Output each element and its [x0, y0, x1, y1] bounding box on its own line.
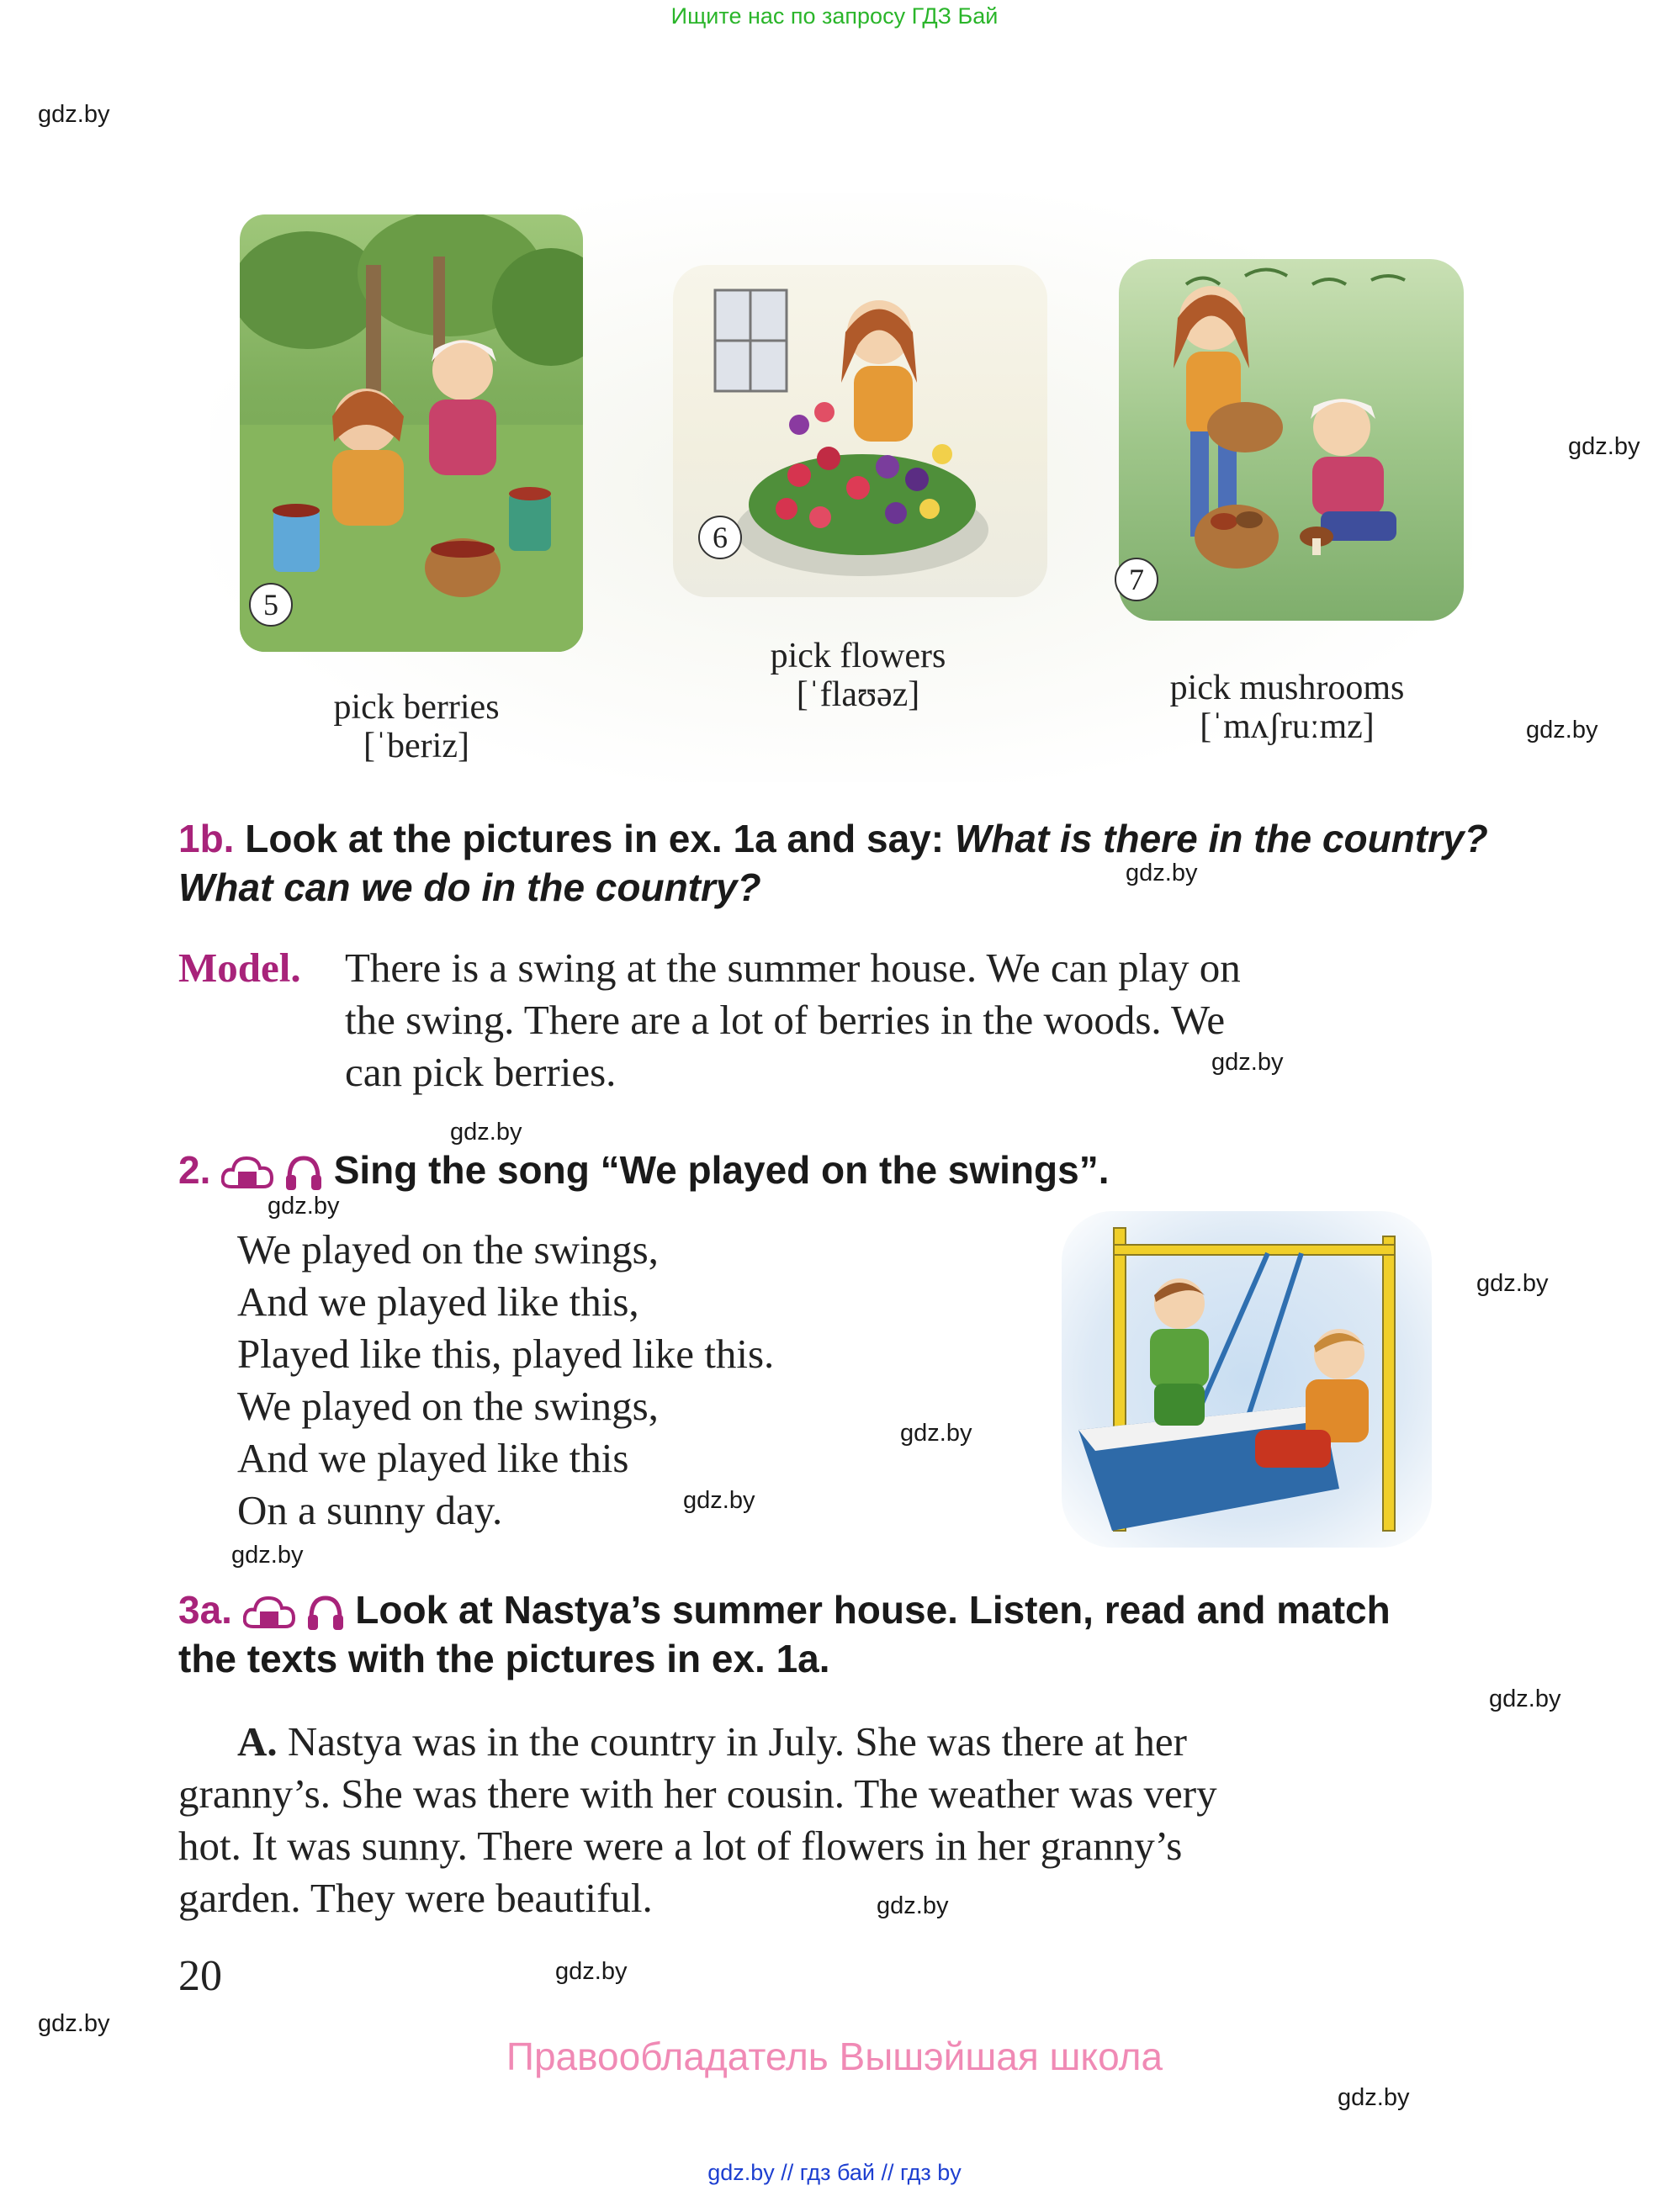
model-text — [345, 942, 1514, 1098]
illustration-pick-berries — [240, 214, 583, 652]
watermark: gdz.by — [877, 1892, 949, 1919]
task-1b-question-2: What can we do in the country? — [178, 865, 761, 909]
song-line: And we played like this — [237, 1435, 629, 1481]
caption-pick-mushrooms — [1119, 669, 1455, 746]
task-3a-text-2: the texts with the pictures in ex. 1a. — [178, 1637, 830, 1680]
task-number-3a: 3a. — [178, 1588, 232, 1632]
song-line: We played on the swings, — [237, 1383, 659, 1429]
watermark: gdz.by — [1126, 860, 1198, 886]
task-number-2: 2. — [178, 1148, 211, 1192]
task-1b-text: Look at the pictures in ex. 1a and say: — [245, 817, 945, 860]
text-a-line-2: granny’s. She was there with her cousin. The weather was very — [178, 1770, 1217, 1817]
song-line: We played on the swings, — [237, 1226, 659, 1273]
top-banner[interactable]: Ищите нас по запросу ГДЗ Бай — [670, 3, 999, 29]
caption-pick-flowers — [715, 637, 1001, 714]
watermark: gdz.by — [231, 1542, 304, 1569]
model-line-1: There is a swing at the summer house. We can play on — [345, 945, 1241, 991]
watermark: gdz.by — [38, 101, 110, 128]
phrase-pick-berries: pick berries — [333, 688, 500, 727]
picture-number-7: 7 — [1115, 558, 1158, 601]
watermark: gdz.by — [1526, 717, 1598, 744]
footer-links[interactable]: gdz.by // гдз бай // гдз by — [707, 2160, 962, 2185]
watermark: gdz.by — [1489, 1685, 1561, 1712]
song-lyrics — [237, 1224, 994, 1537]
watermark: gdz.by — [450, 1119, 522, 1146]
task-2 — [178, 1146, 1524, 1194]
song-line: On a sunny day. — [237, 1487, 503, 1533]
text-a-label: A. — [237, 1718, 278, 1765]
text-a-line-1: A. Nastya was in the country in July. She was there at her — [237, 1718, 1187, 1765]
watermark: gdz.by — [1476, 1270, 1549, 1297]
watermark: gdz.by — [38, 2010, 110, 2037]
task-3a-text-1: Look at Nastya’s summer house. Listen, read and match — [355, 1588, 1391, 1632]
caption-pick-berries — [278, 688, 555, 765]
watermark: gdz.by — [900, 1420, 972, 1447]
transcription-berries: [ˈberiz] — [363, 727, 469, 765]
phrase-pick-mushrooms: pick mushrooms — [1169, 669, 1405, 707]
task-2-text: Sing the song “We played on the swings”. — [333, 1148, 1110, 1192]
watermark: gdz.by — [1568, 433, 1640, 460]
headphones-icon — [306, 1588, 356, 1632]
task-1b-question-1: What is there in the country? — [954, 817, 1488, 860]
task-1b — [178, 814, 1524, 912]
cloud-folder-icon — [243, 1588, 306, 1632]
text-a-line-3: hot. It was sunny. There were a lot of flowers in her granny’s — [178, 1823, 1183, 1869]
copyright-owner: Правообладатель Вышэйшая школа — [506, 2035, 1163, 2078]
illustration-swings — [1062, 1211, 1432, 1548]
model-line-3: can pick berries. — [345, 1049, 617, 1095]
text-a — [178, 1716, 1516, 1924]
song-line: Played like this, played like this. — [237, 1331, 775, 1377]
model-label: Model. — [178, 945, 301, 991]
text-a-line-4: garden. They were beautiful. — [178, 1875, 653, 1921]
picture-number-5: 5 — [249, 583, 293, 627]
task-number-1b: 1b. — [178, 817, 235, 860]
phrase-pick-flowers: pick flowers — [770, 637, 946, 675]
page-number: 20 — [178, 1952, 222, 2000]
task-3a — [178, 1585, 1524, 1683]
headphones-icon — [284, 1148, 334, 1192]
watermark: gdz.by — [555, 1958, 628, 1985]
watermark: gdz.by — [683, 1487, 755, 1514]
cloud-folder-icon — [221, 1148, 284, 1192]
watermark: gdz.by — [1338, 2084, 1410, 2111]
watermark: gdz.by — [268, 1193, 340, 1220]
model-line-2: the swing. There are a lot of berries in the woods. We — [345, 997, 1226, 1043]
picture-number-6: 6 — [698, 516, 742, 559]
transcription-mushrooms: [ˈmʌʃruːmz] — [1200, 707, 1375, 746]
transcription-flowers: [ˈflaʊəz] — [796, 675, 920, 714]
song-line: And we played like this, — [237, 1278, 639, 1325]
illustration-pick-mushrooms — [1119, 259, 1464, 621]
watermark: gdz.by — [1211, 1049, 1284, 1076]
